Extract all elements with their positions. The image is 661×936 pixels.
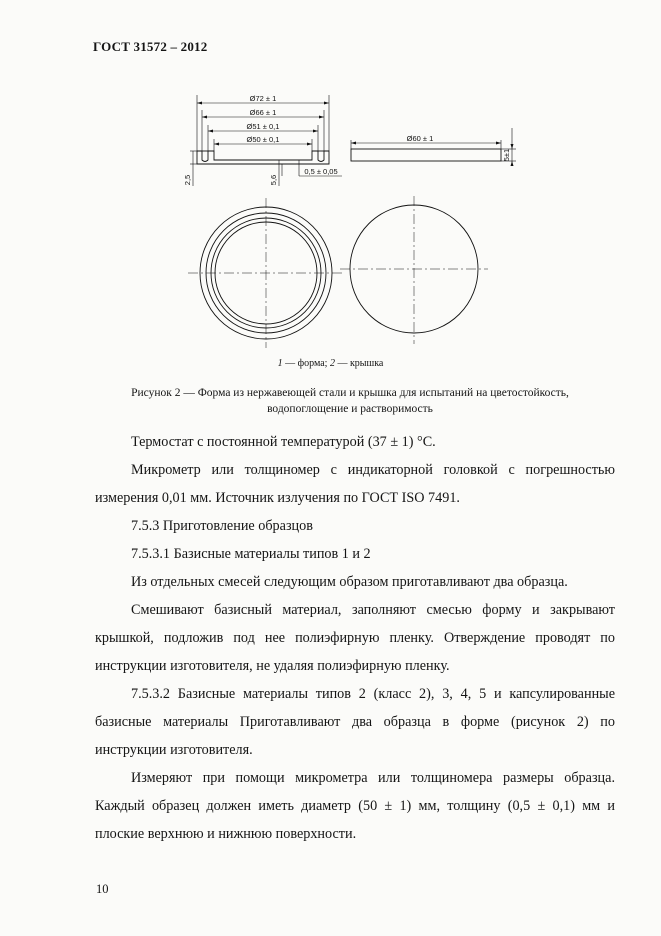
legend-text-1: — форма;	[282, 358, 330, 369]
dim-label-h25: 2,5	[183, 174, 192, 186]
figure-caption	[80, 385, 620, 417]
paragraph-6: Смешивают базисный материал, заполняют смесью форму и закрывают крышкой, подложив под нее полиэфирную пленку. Отверждение проводят по инструкции изготовителя, не удаляя полиэфирную пленку.	[95, 602, 615, 674]
figure-legend	[0, 358, 661, 369]
caption-line-1: Рисунок 2 — Форма из нержавеющей стали и крышка для испытаний на цветостойкость,	[131, 387, 569, 399]
lid-section-drawing	[351, 128, 516, 166]
dim-label-t05: 0,5 ± 0,05	[304, 167, 338, 176]
paragraph-8: Измеряют при помощи микрометра или толщиномера размеры образца. Каждый образец должен иметь диаметр (50 ± 1) мм, толщину (0,5 ± 0,1) мм и плоские верхнюю и нижнюю поверхности.	[95, 770, 615, 842]
paragraph-2: Микрометр или толщиномер с индикаторной головкой с погрешностью измерения 0,01 мм. Источник излучения по ГОСТ ISO 7491.	[95, 462, 615, 506]
paragraph-3: 7.5.3 Приготовление образцов	[131, 518, 313, 534]
legend-number-1: 1	[277, 358, 283, 369]
paragraph-7: 7.5.3.2 Базисные материалы типов 2 (класс 2), 3, 4, 5 и капсулированные базисные материалы Приготавливают два образца в форме (рисунок 2) по инструкции изготовителя.	[95, 686, 615, 758]
legend-number-2: 2	[329, 358, 335, 369]
mould-plan-view	[188, 198, 344, 348]
technical-figure	[0, 0, 661, 350]
dim-label-d66: Ø66 ± 1	[249, 108, 277, 117]
dim-label-d60: Ø60 ± 1	[406, 134, 434, 143]
lid-plan-view	[340, 196, 488, 344]
dim-label-h56: 5,6	[269, 174, 278, 186]
dim-label-d50: Ø50 ± 0,1	[246, 135, 280, 144]
paragraph-4: 7.5.3.1 Базисные материалы типов 1 и 2	[131, 546, 371, 562]
dim-label-d51: Ø51 ± 0,1	[246, 122, 280, 131]
paragraph-5: Из отдельных смесей следующим образом приготавливают два образца.	[131, 574, 568, 590]
page-number: 10	[96, 882, 109, 896]
paragraph-1: Термостат с постоянной температурой (37 ± 1) °С.	[131, 434, 436, 450]
dim-label-d72: Ø72 ± 1	[249, 94, 277, 103]
legend-text-2: — крышка	[334, 358, 384, 369]
document-header: ГОСТ 31572 – 2012	[93, 39, 208, 54]
body-text	[95, 428, 615, 848]
dim-label-lid-thickness: 5±1	[502, 148, 511, 162]
caption-line-2: водопоглощение и растворимость	[267, 403, 433, 415]
